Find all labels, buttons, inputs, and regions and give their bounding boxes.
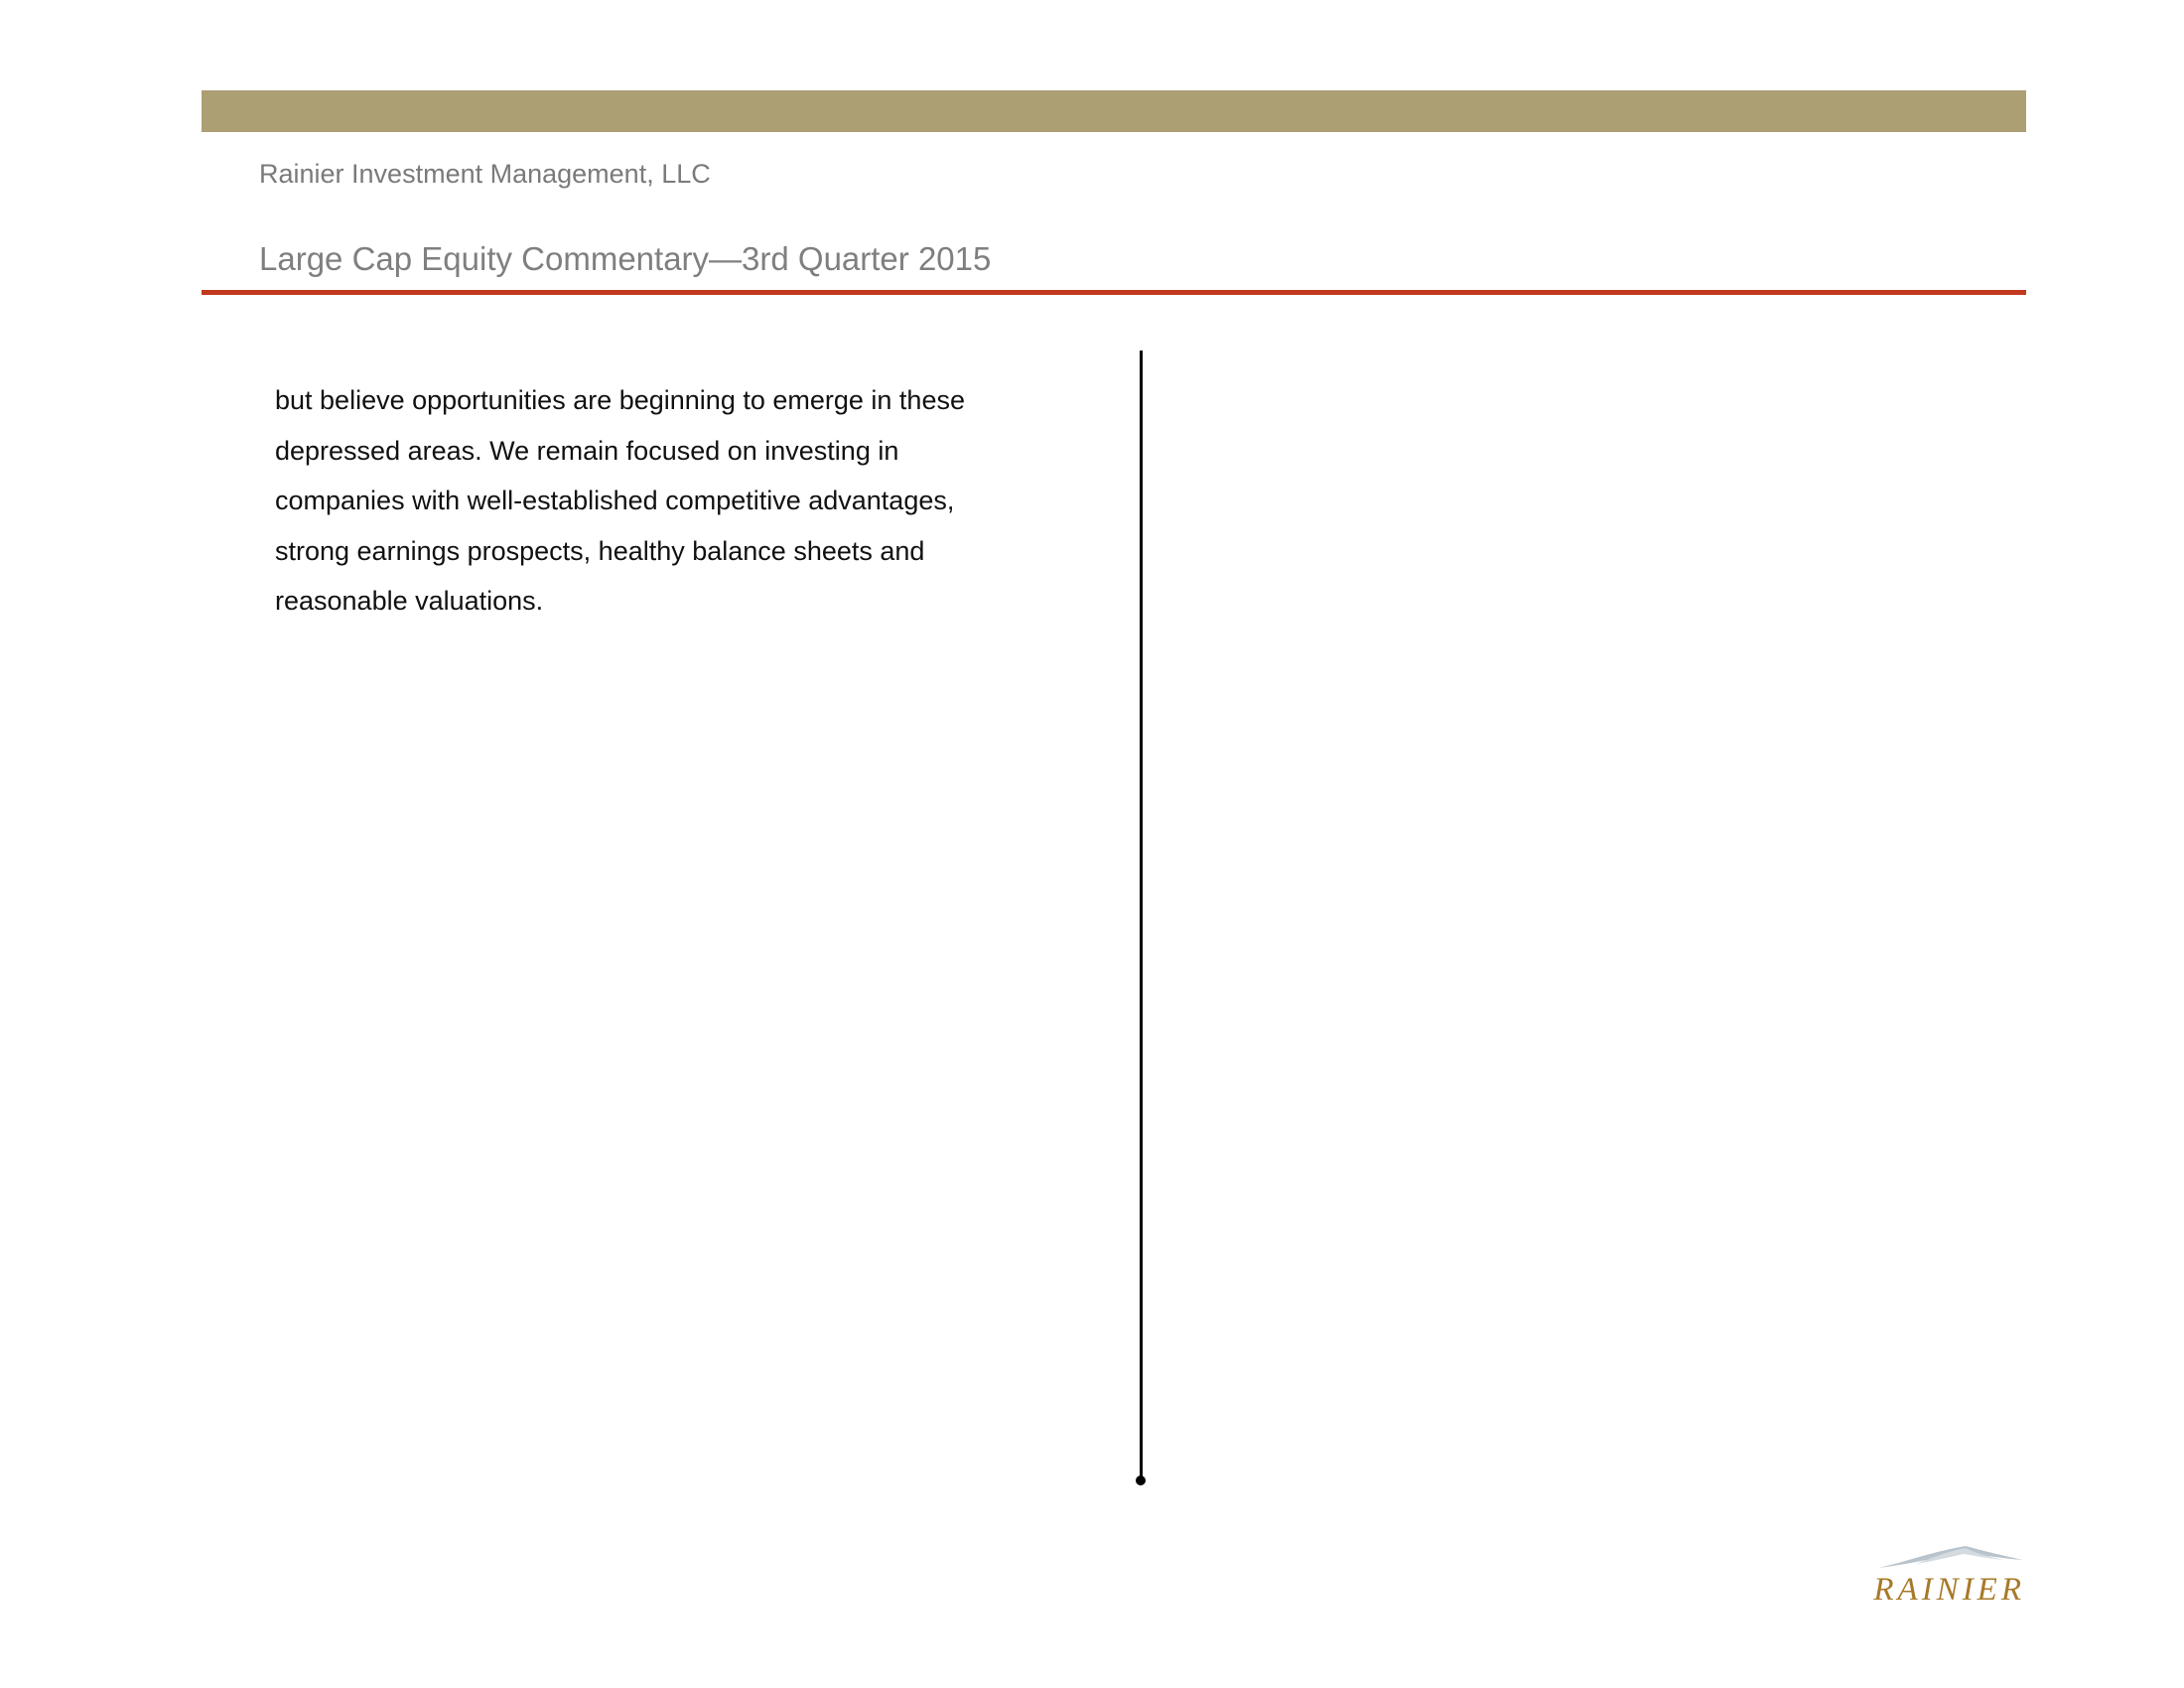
body-text — [275, 375, 1069, 627]
column-divider-end-dot — [1136, 1476, 1146, 1485]
rainier-logo — [1837, 1542, 2025, 1610]
header-band — [202, 90, 2026, 132]
page-title: Large Cap Equity Commentary—3rd Quarter 2015 — [259, 240, 992, 277]
body-line: but believe opportunities are beginning to emerge in these — [275, 385, 965, 415]
body-line: strong earnings prospects, healthy balance sheets and — [275, 535, 925, 566]
logo-wordmark: RAINIER — [1873, 1572, 2025, 1608]
body-line: depressed areas. We remain focused on investing in — [275, 435, 899, 466]
title-divider — [202, 290, 2026, 295]
body-line: reasonable valuations. — [275, 586, 544, 616]
body-line: companies with well-established competitive advantages, — [275, 486, 955, 515]
company-name: Rainier Investment Management, LLC — [259, 159, 711, 189]
column-divider — [1140, 351, 1143, 1481]
mountain-icon — [1876, 1542, 2025, 1572]
